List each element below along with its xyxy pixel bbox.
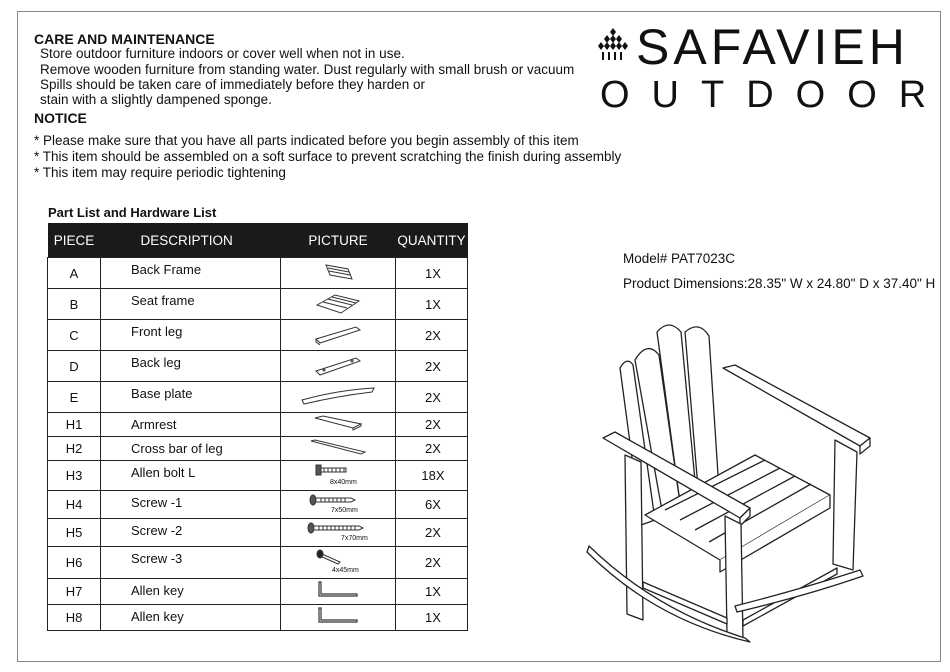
- piece-id: H4: [48, 491, 101, 519]
- care-line: stain with a slightly dampened sponge.: [40, 92, 272, 107]
- part-description: Cross bar of leg: [101, 437, 281, 461]
- piece-id: H5: [48, 519, 101, 547]
- header-quantity: QUANTITY: [396, 223, 468, 258]
- parts-list-title: Part List and Hardware List: [48, 205, 217, 220]
- brand-name: SAFAVIEH: [636, 19, 909, 75]
- table-row: [48, 547, 468, 579]
- screw-size-label: 4x45mm: [332, 567, 359, 574]
- piece-id: H6: [48, 547, 101, 579]
- base-plate-icon: [300, 386, 376, 406]
- notice-line: * This item should be assembled on a soft surface to prevent scratching the finish during assembly: [34, 149, 622, 164]
- brand-subtitle: OUTDOOR: [600, 74, 949, 116]
- part-description: Back leg: [101, 351, 281, 382]
- part-description: Armrest: [101, 413, 281, 437]
- part-description: Seat frame: [101, 289, 281, 320]
- piece-id: C: [48, 320, 101, 351]
- piece-id: H8: [48, 605, 101, 631]
- part-description: Allen key: [101, 605, 281, 631]
- part-quantity: 1X: [396, 579, 468, 605]
- piece-id: H1: [48, 413, 101, 437]
- screw-size-label: 7x50mm: [331, 507, 358, 514]
- table-row: [48, 437, 468, 461]
- header-piece: PIECE: [48, 223, 101, 258]
- part-description: Front leg: [101, 320, 281, 351]
- cross-bar-icon: [309, 438, 367, 456]
- part-quantity: 1X: [396, 289, 468, 320]
- care-line: Remove wooden furniture from standing water. Dust regularly with small brush or vacuum: [40, 62, 575, 77]
- table-row: [48, 491, 468, 519]
- armrest-icon: [311, 414, 365, 432]
- part-description: Screw -1: [101, 491, 281, 519]
- table-row: [48, 382, 468, 413]
- piece-id: A: [48, 258, 101, 289]
- parts-table: [47, 223, 468, 631]
- part-quantity: 2X: [396, 547, 468, 579]
- notice-line: * This item may require periodic tightening: [34, 165, 286, 180]
- care-title: CARE AND MAINTENANCE: [34, 31, 215, 47]
- part-description: Back Frame: [101, 258, 281, 289]
- diamond-grid-icon: [596, 28, 630, 62]
- piece-id: H3: [48, 461, 101, 491]
- notice-title: NOTICE: [34, 110, 87, 126]
- back-frame-icon: [318, 261, 358, 283]
- table-row: [48, 519, 468, 547]
- allen-key-icon: [315, 580, 361, 600]
- model-number: Model# PAT7023C: [623, 251, 736, 266]
- table-row: [48, 320, 468, 351]
- header-picture: PICTURE: [281, 223, 396, 258]
- screw-icon: [305, 520, 371, 542]
- piece-id: E: [48, 382, 101, 413]
- notice-line: * Please make sure that you have all parts indicated before you begin assembly of this item: [34, 133, 579, 148]
- part-quantity: 2X: [396, 413, 468, 437]
- part-description: Allen bolt L: [101, 461, 281, 491]
- care-line: Spills should be taken care of immediately before they harden or: [40, 77, 425, 92]
- part-description: Screw -2: [101, 519, 281, 547]
- part-quantity: 1X: [396, 605, 468, 631]
- screw-icon: [310, 548, 366, 574]
- product-dimensions: Product Dimensions:28.35" W x 24.80" D x 37.40" H: [623, 276, 936, 291]
- table-row: [48, 579, 468, 605]
- part-quantity: 2X: [396, 320, 468, 351]
- back-leg-icon: [312, 353, 364, 377]
- bolt-size-label: 8x40mm: [330, 479, 357, 486]
- rocking-chair-icon: [585, 320, 875, 650]
- table-row: [48, 605, 468, 631]
- seat-frame-icon: [313, 291, 363, 315]
- care-line: Store outdoor furniture indoors or cover well when not in use.: [40, 46, 405, 61]
- front-leg-icon: [312, 323, 364, 345]
- part-description: Screw -3: [101, 547, 281, 579]
- part-quantity: 2X: [396, 351, 468, 382]
- table-row: [48, 258, 468, 289]
- table-row: [48, 413, 468, 437]
- part-description: Base plate: [101, 382, 281, 413]
- screw-size-label: 7x70mm: [341, 535, 368, 542]
- part-quantity: 1X: [396, 258, 468, 289]
- table-row: [48, 461, 468, 491]
- brand-logo: [596, 19, 949, 116]
- piece-id: B: [48, 289, 101, 320]
- piece-id: H7: [48, 579, 101, 605]
- screw-icon: [307, 492, 369, 514]
- part-quantity: 2X: [396, 519, 468, 547]
- table-row: [48, 289, 468, 320]
- allen-key-icon: [315, 606, 361, 626]
- table-header-row: [48, 223, 468, 258]
- header-description: DESCRIPTION: [101, 223, 281, 258]
- table-row: [48, 351, 468, 382]
- part-description: Allen key: [101, 579, 281, 605]
- piece-id: H2: [48, 437, 101, 461]
- part-quantity: 2X: [396, 382, 468, 413]
- part-quantity: 2X: [396, 437, 468, 461]
- bolt-icon: [308, 462, 368, 486]
- piece-id: D: [48, 351, 101, 382]
- part-quantity: 18X: [396, 461, 468, 491]
- part-quantity: 6X: [396, 491, 468, 519]
